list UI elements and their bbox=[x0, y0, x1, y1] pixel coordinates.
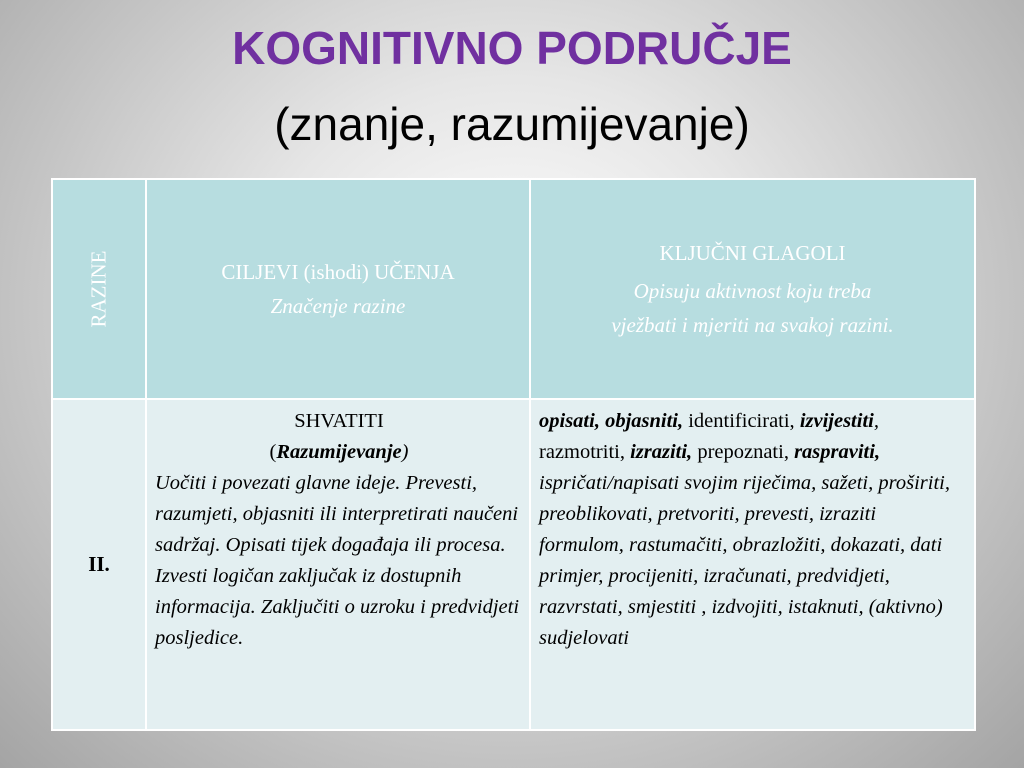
header-goals-title: CILJEVI (ishodi) UČENJA bbox=[221, 260, 455, 284]
goal-cell bbox=[146, 399, 530, 730]
header-goals-subtitle: Značenje razine bbox=[270, 294, 406, 318]
verbs-cell bbox=[530, 399, 975, 730]
slide-subtitle: (znanje, razumijevanje) bbox=[274, 98, 750, 150]
header-verbs-cell bbox=[530, 179, 975, 399]
goal-subtitle bbox=[155, 437, 523, 468]
header-goals-cell bbox=[146, 179, 530, 399]
header-verbs-desc-1: Opisuju aktivnost koju treba bbox=[633, 279, 872, 303]
table-header-row bbox=[52, 179, 975, 399]
verb-bold-2: izvijestiti bbox=[799, 410, 874, 432]
verb-bold-4: raspraviti, bbox=[794, 441, 881, 463]
levels-table bbox=[51, 178, 976, 731]
table-row bbox=[52, 399, 975, 730]
header-levels-cell bbox=[52, 179, 146, 399]
verb-comma: , bbox=[873, 410, 879, 432]
goal-subtitle-text: Razumijevanje bbox=[276, 441, 402, 463]
level-cell: II. bbox=[52, 399, 146, 730]
verb-bold-1: opisati, objasniti, bbox=[539, 410, 684, 432]
verb-plain-1: identificirati, bbox=[683, 410, 800, 432]
goal-subtitle-close: ) bbox=[401, 441, 409, 463]
verb-plain-2: razmotriti, bbox=[539, 441, 631, 463]
verb-plain-3: prepoznati, bbox=[692, 441, 795, 463]
header-levels-label: RAZINE bbox=[86, 250, 111, 328]
header-verbs-title: KLJUČNI GLAGOLI bbox=[659, 241, 846, 265]
goal-description: Uočiti i povezati glavne ideje. Prevesti, razumjeti, objasniti ili interpretirati naučeni sadržaj. Opisati tijek događaja ili procesa. Izvesti logičan zaključak iz dostupnih informacija. Zaključiti o uzroku i predvidjeti posljedice. bbox=[155, 472, 520, 649]
goal-subtitle-open: ( bbox=[269, 441, 277, 463]
slide-title: KOGNITIVNO PODRUČJE bbox=[232, 22, 792, 74]
verb-bold-3: izraziti, bbox=[630, 441, 693, 463]
verb-italic-list: ispričati/napisati svojim riječima, sažeti, proširiti, preoblikovati, pretvoriti, prevesti, izraziti formulom, rastumačiti, obrazložiti, dokazati, dati primjer, procijeniti, izračunati, predvidjeti, razvrstati, smjestiti , izdvojiti, istaknuti, (aktivno) sudjelovati bbox=[539, 472, 950, 649]
goal-title: SHVATITI bbox=[294, 410, 384, 432]
header-verbs-desc-2: vježbati i mjeriti na svakoj razini. bbox=[611, 313, 894, 337]
